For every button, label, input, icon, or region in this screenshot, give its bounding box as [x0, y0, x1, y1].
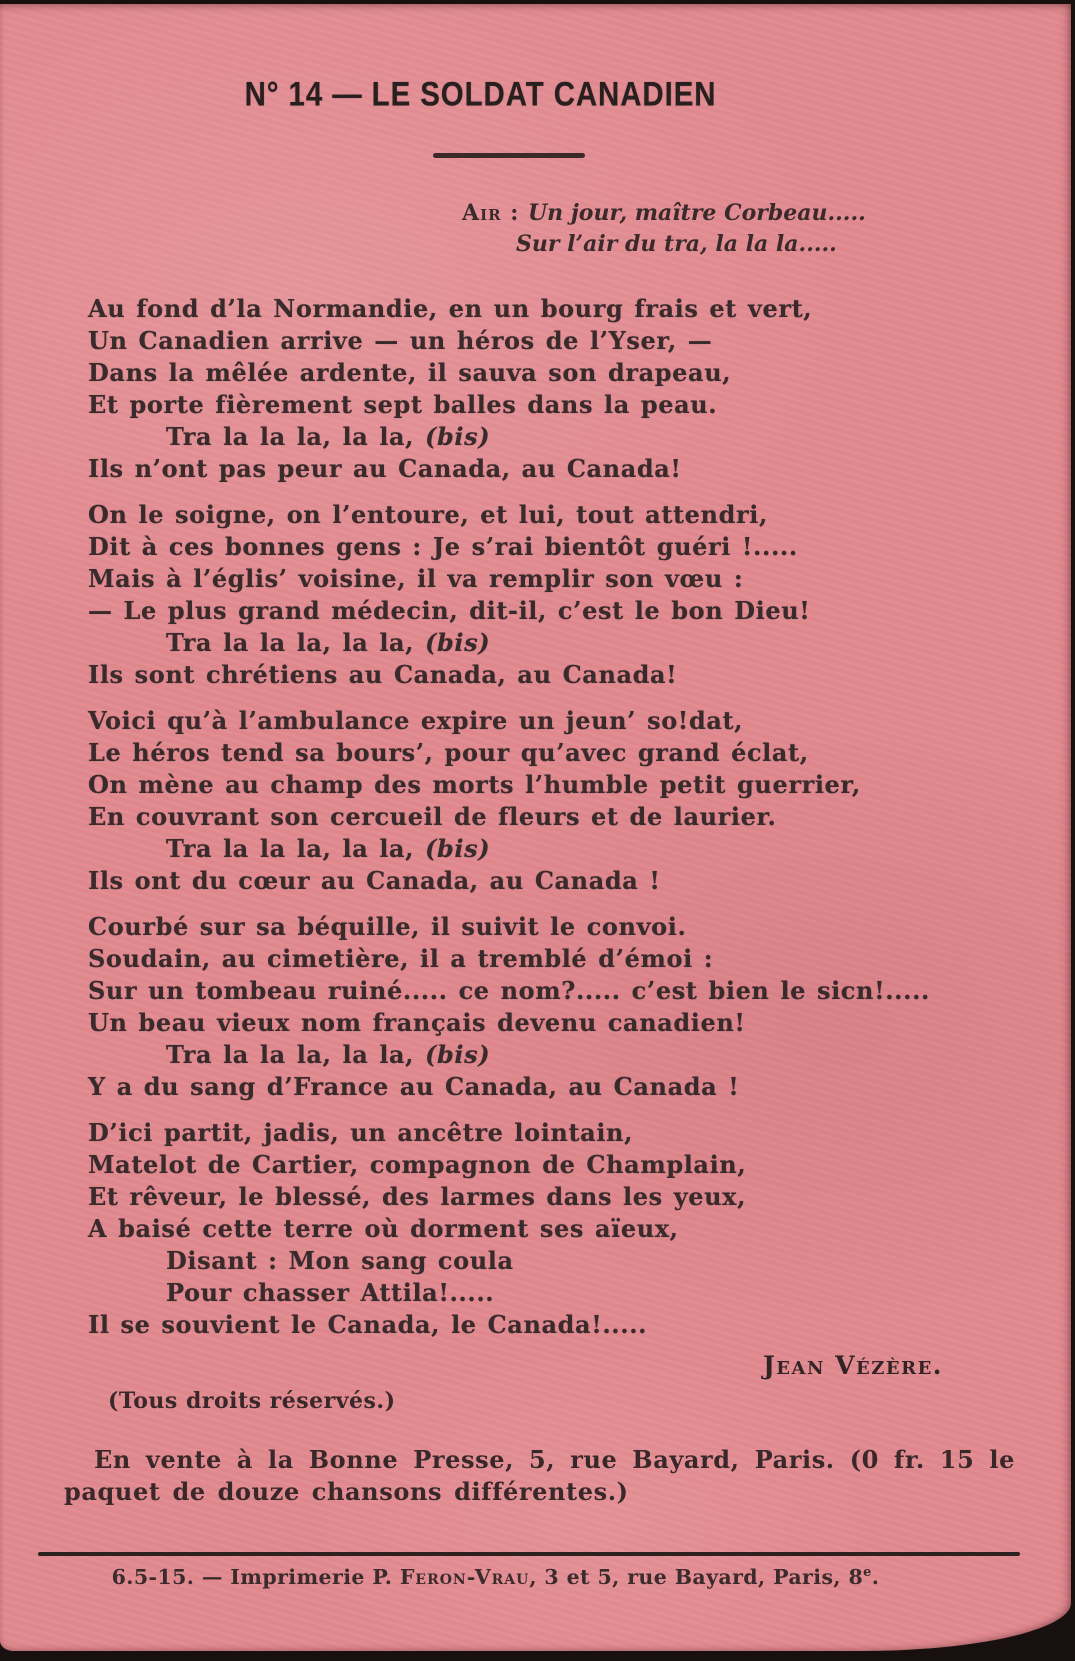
verse	[88, 911, 1071, 1103]
verse	[88, 499, 1071, 691]
verse-line: Courbé sur sa béquille, il suivit le convoi.	[88, 912, 687, 941]
verse-line: Et porte fièrement sept balles dans la peau.	[88, 390, 718, 419]
bis-marker: (bis)	[425, 628, 491, 657]
bis-marker: (bis)	[425, 834, 491, 863]
verse-line: Ils ont du cœur au Canada, au Canada !	[88, 866, 661, 895]
sale-notice	[64, 1444, 1015, 1508]
bis-marker: (bis)	[425, 422, 491, 451]
verse-line: Un Canadien arrive — un héros de l’Yser, —	[88, 326, 713, 355]
imprint-code: 6.5-15. — Imprimerie P.	[111, 1565, 400, 1589]
verse-line: Dans la mêlée ardente, il sauva son drapeau,	[88, 358, 732, 387]
verse-line: Ils n’ont pas peur au Canada, au Canada!	[88, 454, 682, 483]
air-block	[462, 198, 1071, 259]
verse-line: A baisé cette terre où dorment ses aïeux,	[88, 1214, 679, 1243]
page-title: N° 14 — LE SOLDAT CANADIEN	[244, 74, 717, 114]
verse-line: Y a du sang d’France au Canada, au Canada !	[88, 1072, 740, 1101]
verse-line: Voici qu’à l’ambulance expire un jeun’ so!dat,	[88, 706, 744, 735]
verse-line: Ils sont chrétiens au Canada, au Canada!	[88, 660, 678, 689]
verse-line: On le soigne, on l’entoure, et lui, tout attendri,	[88, 500, 768, 529]
sale-notice-line-1: En vente à la Bonne Presse, 5, rue Bayard, Paris. (0 fr. 15 le	[94, 1445, 1015, 1474]
verse-line: Pour chasser Attila!.....	[166, 1278, 495, 1307]
verse-line: — Le plus grand médecin, dit-il, c’est le bon Dieu!	[88, 596, 811, 625]
air-tune-1: Un jour, maître Corbeau.....	[528, 200, 866, 226]
verse-line: En couvrant son cercueil de fleurs et de laurier.	[88, 802, 777, 831]
verse-line: Un beau vieux nom français devenu canadien!	[88, 1008, 746, 1037]
song-sheet-card	[0, 4, 1071, 1651]
verse-line: Sur un tombeau ruiné..... ce nom?..... c’est bien le sicn!.....	[88, 976, 930, 1005]
rights-notice: (Tous droits réservés.)	[108, 1388, 396, 1414]
verse-line: Au fond d’la Normandie, en un bourg frais et vert,	[88, 294, 813, 323]
footer-rule	[38, 1552, 1020, 1556]
verse-line: Tra la la la, la la, (bis)	[166, 834, 491, 863]
verse-line: Tra la la la, la la, (bis)	[166, 628, 491, 657]
imprint-period: .	[871, 1565, 880, 1589]
verse-line: Matelot de Cartier, compagnon de Champlain,	[88, 1150, 747, 1179]
verse-line: Mais à l’églis’ voisine, il va remplir son vœu :	[88, 564, 744, 593]
verse	[88, 1117, 1071, 1341]
verse-line: Disant : Mon sang coula	[166, 1246, 514, 1275]
air-line-1	[462, 198, 1071, 229]
printer-imprint	[0, 1565, 1031, 1589]
verse-line: D’ici partit, jadis, un ancêtre lointain,	[88, 1118, 634, 1147]
verse-line: Il se souvient le Canada, le Canada!.....	[88, 1310, 648, 1339]
verse-line: Tra la la la, la la, (bis)	[166, 422, 491, 451]
imprint-address: , 3 et 5, rue Bayard, Paris, 8	[529, 1565, 864, 1589]
verse	[88, 705, 1071, 897]
verses	[88, 293, 1071, 1341]
verse	[88, 293, 1071, 485]
sale-notice-line-2: paquet de douze chansons différentes.)	[64, 1477, 629, 1506]
imprint-printer-name: Feron-Vrau	[399, 1565, 530, 1589]
author-signature: Jean Vézère.	[762, 1351, 943, 1380]
verse-line: Le héros tend sa bours’, pour qu’avec grand éclat,	[88, 738, 809, 767]
verse-line: Tra la la la, la la, (bis)	[166, 1040, 491, 1069]
title-divider	[433, 153, 585, 158]
verse-line: On mène au champ des morts l’humble petit guerrier,	[88, 770, 861, 799]
verse-line: Dit à ces bonnes gens : Je s’rai bientôt guéri !.....	[88, 532, 798, 561]
bis-marker: (bis)	[425, 1040, 491, 1069]
air-line-2: Sur l’air du tra, la la la.....	[516, 231, 837, 257]
imprint-arrondissement-superscript: e	[863, 1565, 872, 1581]
air-label: Air :	[462, 200, 528, 226]
verse-line: Et rêveur, le blessé, des larmes dans les yeux,	[88, 1182, 747, 1211]
verse-line: Soudain, au cimetière, il a tremblé d’émoi :	[88, 944, 714, 973]
